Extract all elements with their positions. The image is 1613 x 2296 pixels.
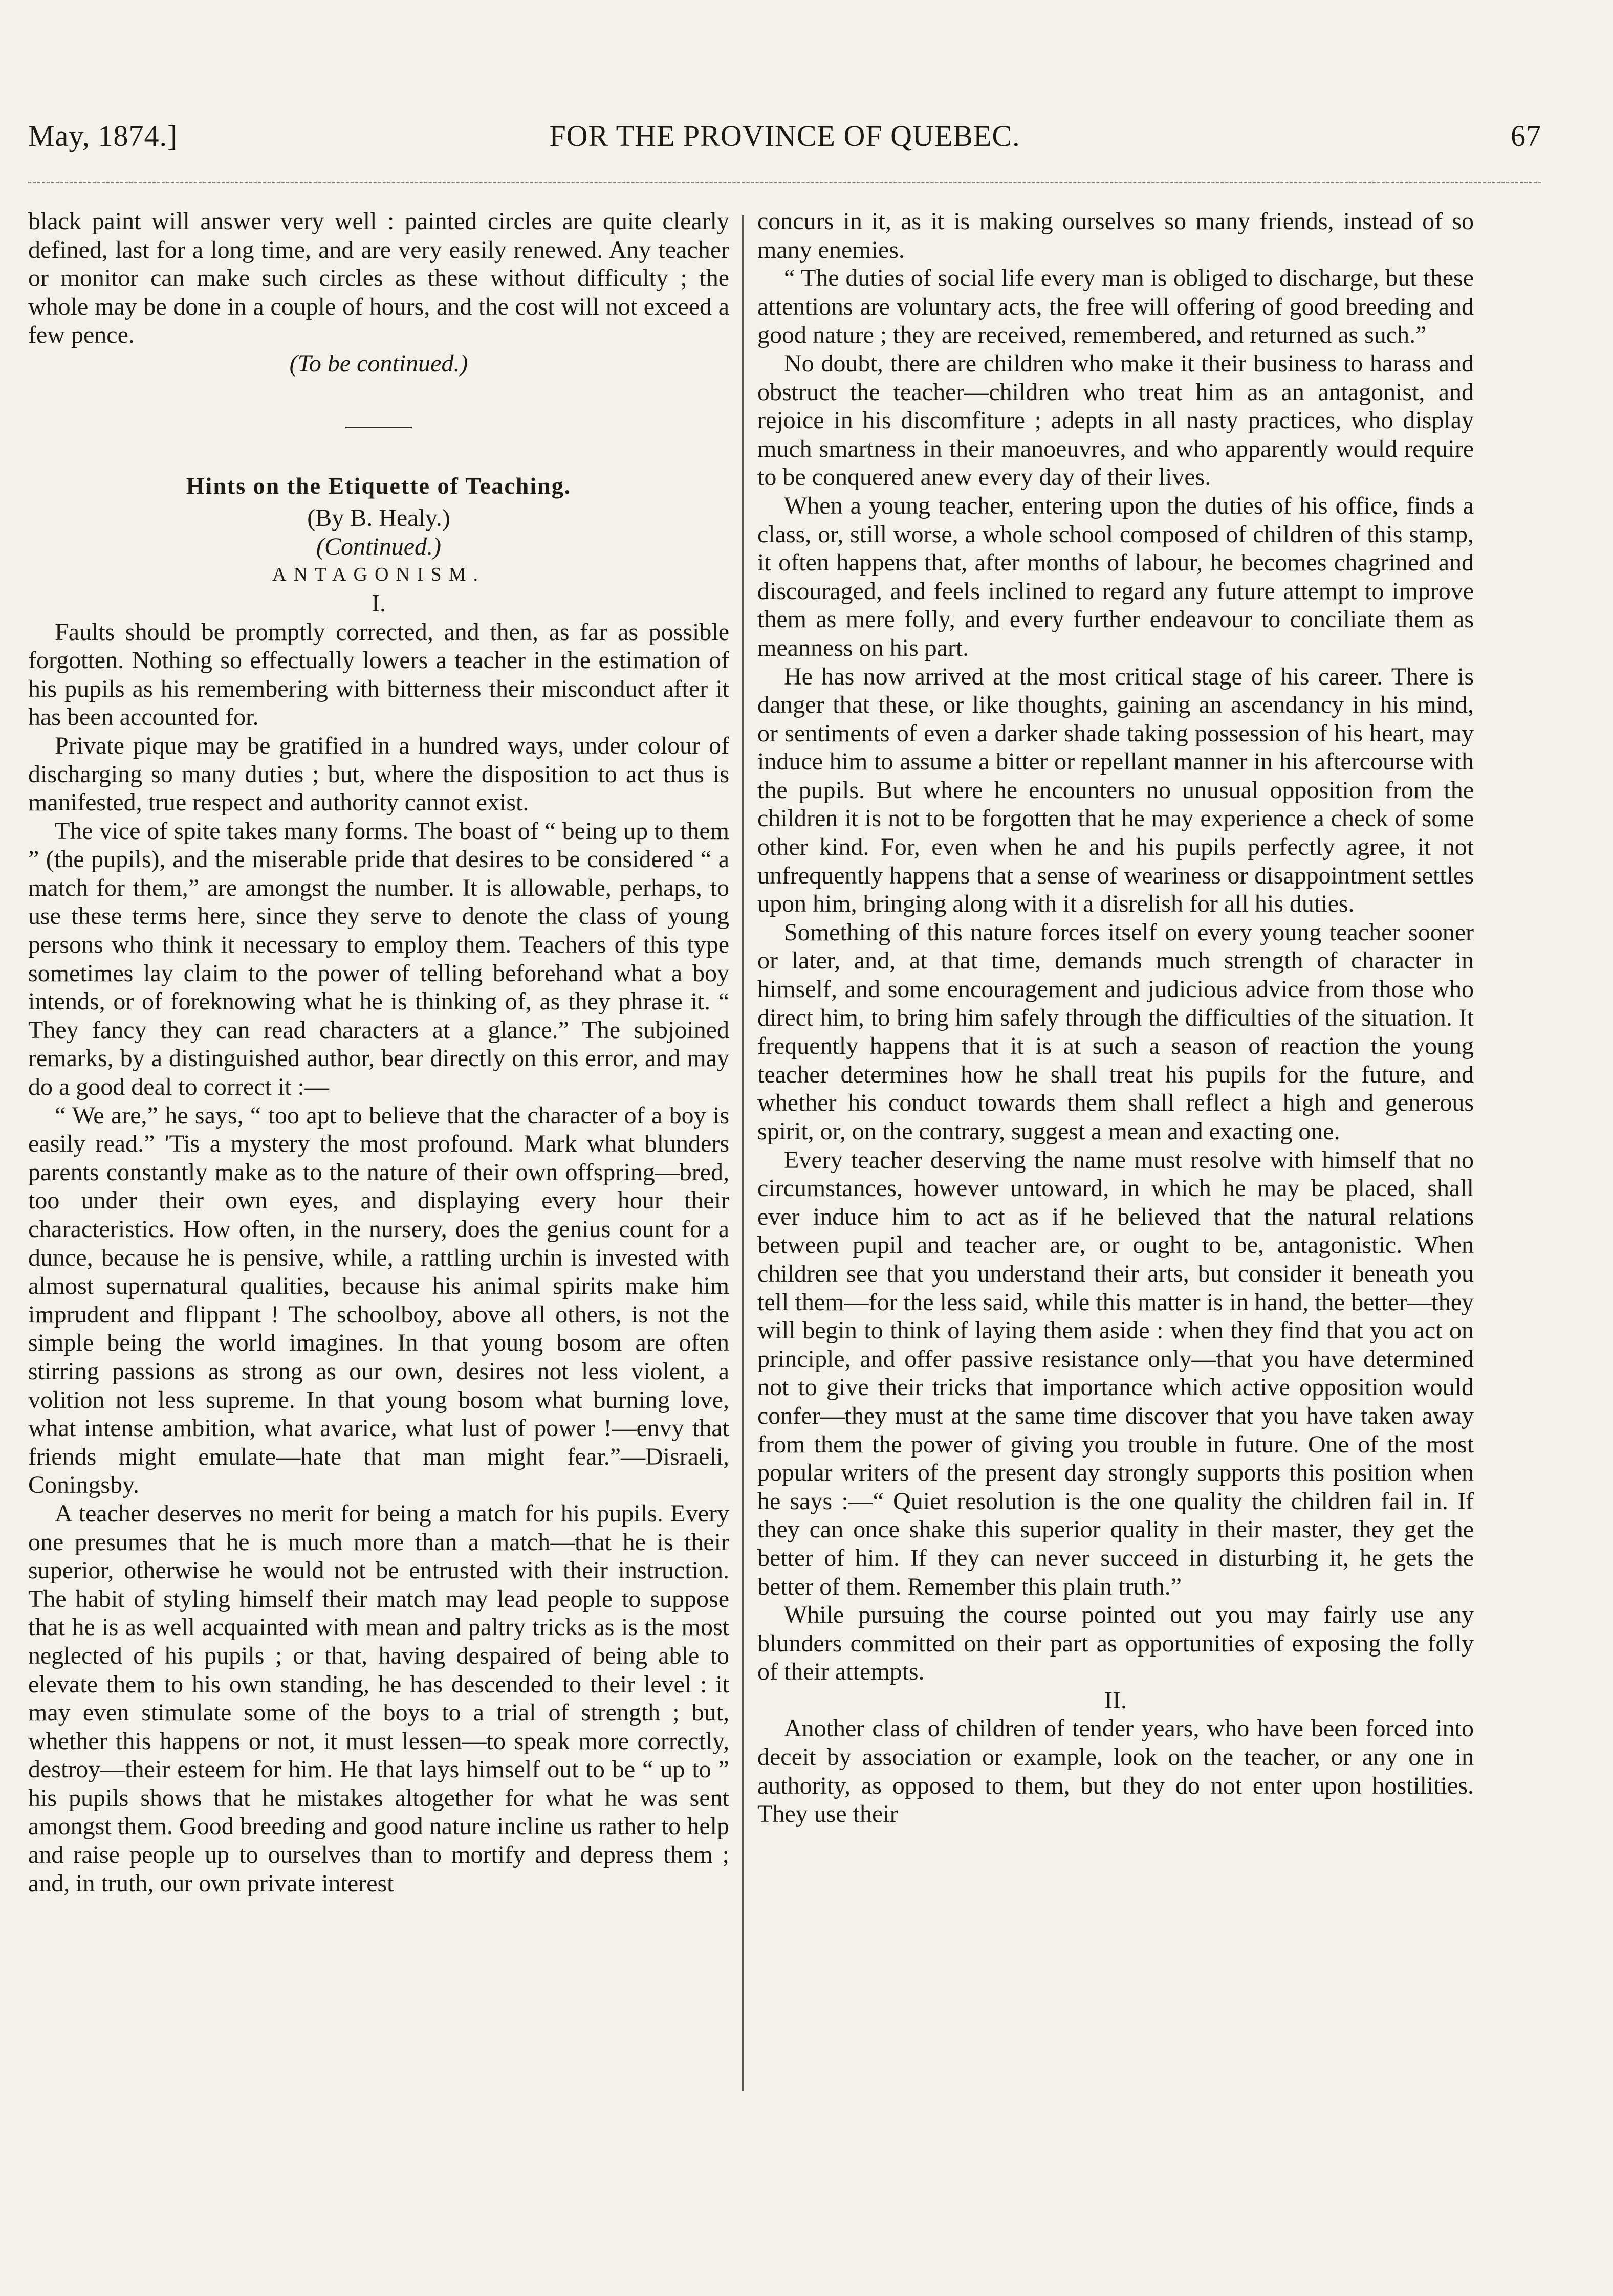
header-page-number: 67 — [1511, 119, 1541, 152]
paragraph: A teacher deserves no merit for being a match for his pupils. Every one presumes that he is much more than a match—that he is their superior, otherwise he would not be entrusted with their instruction. The habit of styling himself their match may lead people to suppose that he is as well acquainted with mean and paltry tricks as is the most neglected of his pupils ; or that, having despaired of being able to elevate them to his own standing, he has descended to their level : it may even stimulate some of the boys to a trial of strength ; but, whether this happens or not, it must lessen—to speak more correctly, destroy—their esteem for him. He that lays himself out to be “ up to ” his pupils shows that he mistakes altogether for what he was sent amongst them. Good breeding and good nature incline us rather to help and raise people up to ourselves than to mortify and depress them ; and, in truth, our own private interest — [28, 1499, 729, 1897]
section-number: I. — [372, 589, 386, 617]
paragraph: Every teacher deserving the name must resolve with himself that no circumstances, however untoward, in which he may be placed, shall ever induce him to act as if he believed that the natural relations between pupil and teacher are, or ought to be, antagonistic. When children see that you understand their arts, but consider it beneath you tell them—for the less said, while this matter is in hand, the better—they will begin to think of laying them aside : when they find that you act on principle, and offer passive resistance only—that you have determined not to give their tricks that importance which active opposition would confer—they must at the same time discover that you have taken away from them the power of giving you trouble in future. One of the most popular writers of the present day strongly supports this position when he says :—“ Quiet resolution is the one quality the children fail in. If they can once shake this superior quality in their master, they get the better of him. If they can never succeed in disturbing it, he gets the better of them. Remember this plain truth.” — [757, 1146, 1474, 1600]
header-title: FOR THE PROVINCE OF QUEBEC. — [549, 119, 1020, 152]
paragraph: The vice of spite takes many forms. The boast of “ being up to them ” (the pupils), and the miserable pride that desires to be considered “ a match for them,” are amongst the number. It is allowable, perhaps, to use these terms here, since they serve to denote the class of young persons who think it necessary to employ them. Teachers of this type sometimes lay claim to the power of telling beforehand what a boy intends, or of foreknowing what he is thinking of, as they phrase it. “ They fancy they can read characters at a glance.” The subjoined remarks, by a distinguished author, bear directly on this error, and may do a good deal to correct it :— — [28, 817, 729, 1101]
intro-paragraph: black paint will answer very well : painted circles are quite clearly defined, last for a long time, and are very easily renewed. Any teacher or monitor can make such circles as these without difficulty ; the whole may be done in a couple of hours, and the cost will not exceed a few pence. — [28, 208, 729, 349]
article-author: (By B. Healy.) — [307, 504, 450, 532]
paragraph: Another class of children of tender years, who have been forced into deceit by association or example, look on the teacher, or any one in authority, as opposed to them, but they do not enter upon hostilities. They use their — [757, 1715, 1474, 1828]
to-be-continued: (To be continued.) — [289, 349, 468, 377]
paragraph: “ We are,” he says, “ too apt to believe that the character of a boy is easily read.” 'Tis a mystery the most profound. Mark what blunders parents constantly make as to the nature of their own offspring—bred, too under their own eyes, and displaying every hour their characteristics. How often, in the nursery, does the genius count for a dunce, because he is pensive, while, a rattling urchin is invested with almost supernatural qualities, because his animal spirits make him imprudent and flippant ! The schoolboy, above all others, is not the simple being the world imagines. In that young bosom are often stirring passions as strong as our own, desires not less violent, a volition not less supreme. In that young bosom what burning love, what intense ambition, what avarice, what lust of power !—envy that friends might emulate—hate that man might fear.”—Disraeli, Coningsby. — [28, 1101, 729, 1499]
paragraph: Something of this nature forces itself on every young teacher sooner or later, and, at that time, demands much strength of character in himself, and some encouragement and judicious advice from those who direct him, to bring him safely through the difficulties of the situation. It frequently happens that it is at such a season of reaction the young teacher determines how he shall treat his pupils for the future, and whether his conduct towards them shall reflect a high and generous spirit, or, on the contrary, suggest a mean and exacting one. — [757, 918, 1474, 1145]
paragraph: No doubt, there are children who make it their business to harass and obstruct the teacher—children who treat him as an antagonist, and rejoice in his discomfiture ; adepts in all nasty practices, who display much smartness in their manoeuvres, and who apparently would require to be conquered anew every day of their lives. — [757, 349, 1474, 491]
paragraph: Private pique may be gratified in a hundred ways, under colour of discharging so many duties ; but, where the disposition to act thus is manifested, true respect and authority cannot exist. — [28, 732, 729, 816]
section-rule — [345, 427, 412, 428]
section-number-2: II. — [1104, 1686, 1127, 1714]
paragraph: Faults should be promptly corrected, and then, as far as possible forgotten. Nothing so effectually lowers a teacher in the estimation of his pupils as his remembering with bitterness their misconduct after it has been accounted for. — [28, 618, 729, 731]
paragraph: “ The duties of social life every man is obliged to discharge, but these attentions are voluntary acts, the free will offering of good breeding and good nature ; they are received, remembered, and returned as such.” — [757, 264, 1474, 349]
section-heading: ANTAGONISM. — [272, 564, 485, 586]
page-header — [28, 119, 1541, 175]
header-rule — [28, 182, 1541, 183]
left-column — [28, 207, 729, 1897]
continued-note: (Continued.) — [316, 533, 441, 560]
paragraph: When a young teacher, entering upon the duties of his office, finds a class, or, still worse, a whole school composed of children of this stamp, it often happens that, after months of labour, he becomes chagrined and discouraged, and feels inclined to regard any future attempt to improve them as mere folly, and every further endeavour to conciliate them as meanness on his part. — [757, 492, 1474, 661]
article-title: Hints on the Etiquette of Teaching. — [186, 472, 572, 499]
column-divider — [742, 215, 744, 2091]
header-date: May, 1874.] — [28, 119, 178, 152]
paragraph: concurs in it, as it is making ourselves so many friends, instead of so many enemies. — [757, 208, 1474, 263]
paragraph: While pursuing the course pointed out you may fairly use any blunders committed on their part as opportunities of exposing the folly of their attempts. — [757, 1601, 1474, 1686]
paragraph: He has now arrived at the most critical stage of his career. There is danger that these, or like thoughts, gaining an ascendancy in his mind, or sentiments of even a darker shade taking possession of his heart, may induce him to assume a bitter or repellant manner in his aftercourse with the pupils. But where he encounters no unusual opposition from the children it is not to be forgotten that he may experience a check of some other kind. For, even when he and his pupils perfectly agree, it not unfrequently happens that a sense of weariness or disappointment settles upon him, bringing along with it a disrelish for all his duties. — [757, 663, 1474, 918]
right-column — [757, 207, 1474, 1828]
